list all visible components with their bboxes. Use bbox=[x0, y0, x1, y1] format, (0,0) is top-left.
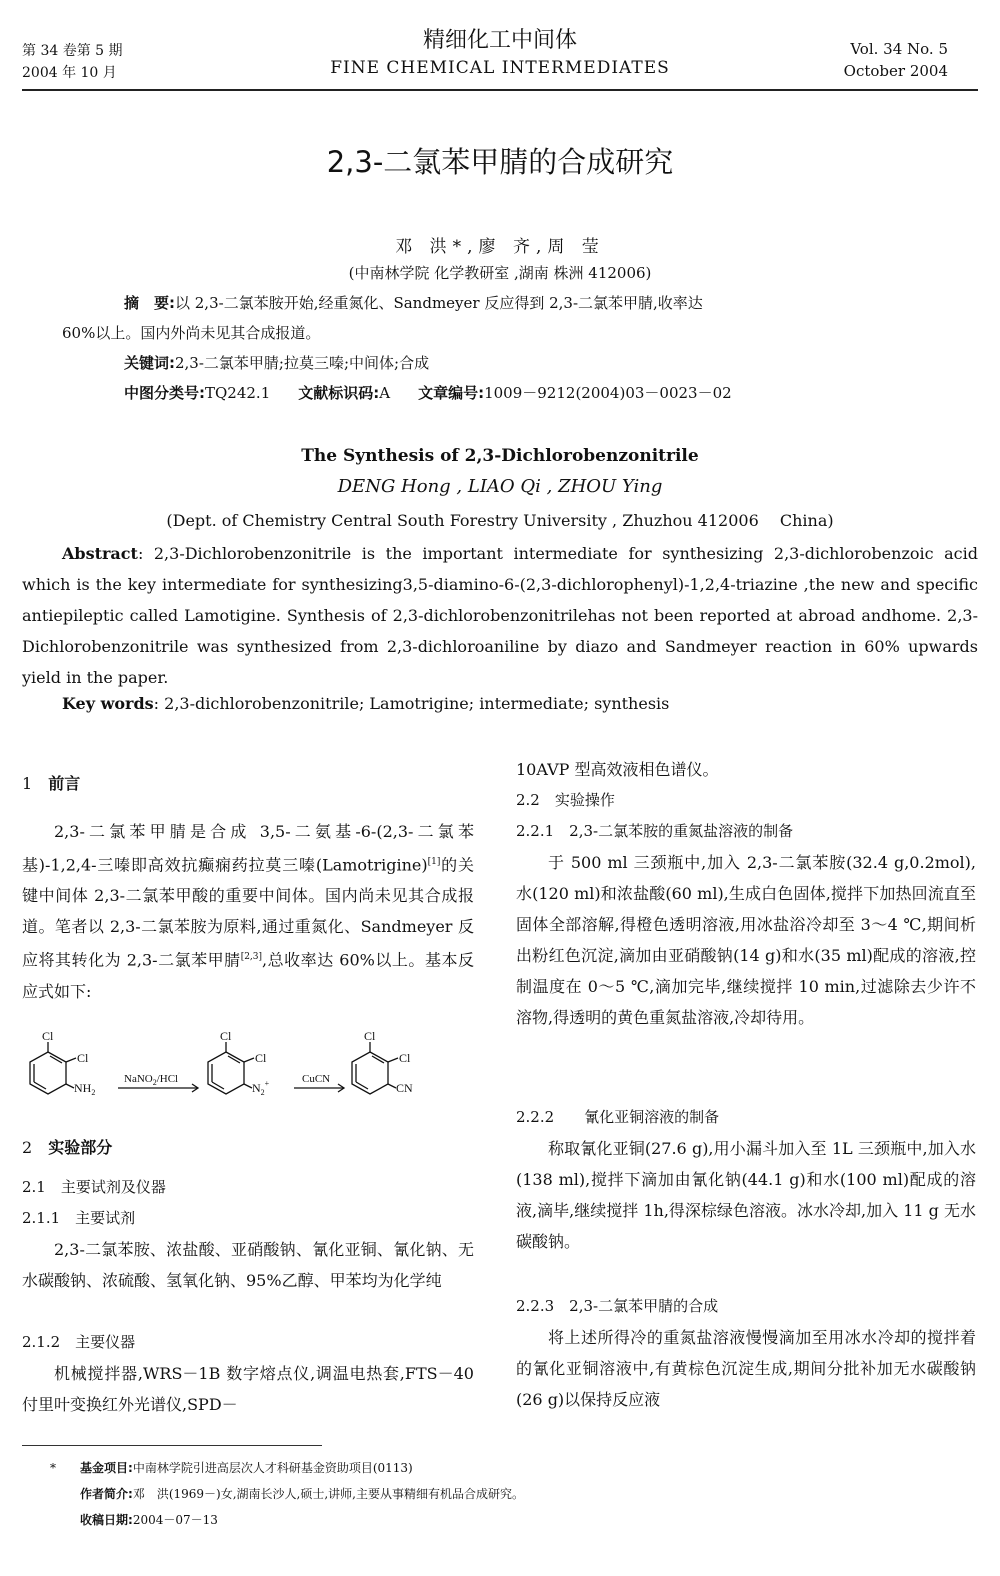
volume-issue-zh: 第 34 卷第 5 期 bbox=[22, 43, 123, 59]
received-label: 收稿日期: bbox=[80, 1513, 133, 1527]
section-2-1-1-paragraph: 2,3-二氯苯胺、浓盐酸、亚硝酸钠、氰化亚铜、氰化钠、无水碳酸钠、浓硫酸、氢氧化钠、95%乙醇、甲苯均为化学纯 bbox=[22, 1240, 474, 1290]
classification-line bbox=[124, 382, 732, 403]
footnote-received bbox=[80, 1508, 218, 1532]
ref-1: [1] bbox=[427, 857, 441, 867]
doc-label: 文献标识码: bbox=[298, 384, 380, 402]
section-2-title: 实验部分 bbox=[48, 1138, 113, 1157]
cl-label-3a: Cl bbox=[364, 1032, 376, 1043]
section-1-heading bbox=[22, 768, 474, 799]
n2-sub: 2 bbox=[260, 1088, 265, 1097]
cl-label-2a: Cl bbox=[220, 1032, 232, 1043]
n2-sup: + bbox=[264, 1079, 270, 1088]
section-2-1-2-heading: 2.1.2 主要仪器 bbox=[22, 1333, 136, 1351]
benzene-ring-2 bbox=[208, 1052, 244, 1094]
reagent-1: NaNO bbox=[124, 1073, 153, 1085]
doc-value: A bbox=[379, 384, 391, 402]
svg-text:NaNO2/HCl bbox=[124, 1073, 178, 1087]
authors-zh: 邓 洪*,廖 齐,周 莹 bbox=[395, 237, 605, 257]
abstract-en-label: Abstract bbox=[62, 544, 138, 563]
date-zh: 2004 年 10 月 bbox=[22, 65, 117, 81]
header-rule bbox=[22, 89, 978, 91]
keywords-en bbox=[62, 694, 669, 713]
section-2-1-2-paragraph: 机械搅拌器,WRS－1B 数字熔点仪,调温电热套,FTS－40 付里叶变换红外光谱仪,SPD－ bbox=[22, 1364, 474, 1414]
cl-label-1b: Cl bbox=[77, 1051, 89, 1065]
paper-title-en: The Synthesis of 2,3-Dichlorobenzonitrile bbox=[301, 446, 699, 466]
journal-name-zh: 精细化工中间体 bbox=[422, 28, 577, 53]
s1-text-a: 2,3-二氯苯甲腈是合成 3,5-二氨基-6-(2,3-二氯苯基)-1,2,4-三嗪即高效抗癫痫药拉莫三嗪(Lamotrigine) bbox=[22, 822, 474, 875]
keywords-zh bbox=[124, 352, 429, 373]
reagent-1-sub: 2 bbox=[152, 1078, 157, 1087]
authors-en: DENG Hong , LIAO Qi , ZHOU Ying bbox=[337, 476, 663, 497]
date-en: October 2004 bbox=[843, 62, 948, 80]
s1-text-c: ,总收率达 60%以上。基本反应式如下: bbox=[22, 950, 474, 1001]
keywords-en-label: Key words bbox=[62, 694, 154, 713]
ref-2-3: [2,3] bbox=[240, 952, 263, 963]
section-2-2-1-heading: 2.2.1 2,3-二氯苯胺的重氮盐溶液的制备 bbox=[516, 822, 794, 840]
section-2-2-2-paragraph: 称取氰化亚铜(27.6 g),用小漏斗加入至 1L 三颈瓶中,加入水(138 ml),搅拌下滴加由氰化钠(44.1 g)和水(100 ml)配成的溶液,滴毕,继续搅拌 1h,得深棕绿色溶液。冰水冷却,加入 11 g 无水碳酸钠。 bbox=[516, 1139, 976, 1251]
section-2-2-2-heading: 2.2.2 氰化亚铜溶液的制备 bbox=[516, 1108, 720, 1126]
footnote-fund bbox=[80, 1456, 413, 1480]
abstract-en-text: : 2,3-Dichlorobenzonitrile is the important intermediate for synthesizing 2,3-dichlorobenzoic acid which is the key intermediate for synthesizing3,5-diamino-6-(2,3-dichlorophenyl)-1,2,4-triazine ,the new and specific antiepileptic called Lamotigine. Synthesis of 2,3-dichlorobenzonitrilehas not been reported at abroad andhome. 2,3-Dichlorobenzonitrile was synthesized from 2,3-dichloroaniline by diazo and Sandmeyer reaction in 60% upwards yield in the paper. bbox=[22, 544, 978, 687]
footnote-author bbox=[80, 1482, 524, 1506]
section-2-heading bbox=[22, 1132, 474, 1163]
section-2-1-1-heading: 2.1.1 主要试剂 bbox=[22, 1209, 136, 1227]
right-col-continuation: 10AVP 型高效液相色谱仪。 bbox=[516, 760, 719, 779]
journal-name-en: FINE CHEMICAL INTERMEDIATES bbox=[330, 58, 670, 78]
affiliation-zh: (中南林学院 化学教研室 ,湖南 株洲 412006) bbox=[348, 264, 652, 282]
affiliation-en: (Dept. of Chemistry Central South Forestry University , Zhuzhou 412006 China) bbox=[166, 511, 834, 530]
benzene-ring-1 bbox=[30, 1052, 66, 1094]
keywords-zh-label: 关键词: bbox=[124, 354, 175, 372]
journal-name bbox=[300, 26, 700, 80]
section-2-2-heading: 2.2 实验操作 bbox=[516, 791, 615, 809]
section-2-2-1-paragraph: 于 500 ml 三颈瓶中,加入 2,3-二氯苯胺(32.4 g,0.2mol),水(120 ml)和浓盐酸(60 ml),生成白色固体,搅拌下加热回流直至固体全部溶解,得橙色透明溶液,用冰盐浴冷却至 3～4 ℃,期间析出粉红色沉淀,滴加由亚硝酸钠(14 g)和水(35 ml)配成的溶液,控制温度在 0～5 ℃,滴加完毕,继续搅拌 10 min,过滤除去少许不溶物,得透明的黄色重氮盐溶液,冷却待用。 bbox=[516, 853, 976, 1027]
abstract-zh-label: 摘 要: bbox=[124, 294, 175, 312]
nh2-sub: 2 bbox=[91, 1088, 96, 1097]
article-value: 1009－9212(2004)03－0023－02 bbox=[484, 384, 732, 402]
header-right bbox=[844, 38, 948, 82]
abstract-en bbox=[22, 538, 978, 693]
section-2-1-heading: 2.1 主要试剂及仪器 bbox=[22, 1178, 166, 1196]
svg-text:N2+ bbox=[252, 1079, 270, 1097]
section-2-2-3-heading: 2.2.3 2,3-二氯苯甲腈的合成 bbox=[516, 1297, 719, 1315]
keywords-zh-text: 2,3-二氯苯甲腈;拉莫三嗪;中间体;合成 bbox=[175, 354, 430, 372]
fund-text: 中南林学院引进高层次人才科研基金资助项目(0113) bbox=[132, 1461, 413, 1475]
received-date: 2004－07－13 bbox=[132, 1513, 218, 1527]
section-1-paragraph bbox=[22, 816, 474, 1007]
benzene-ring-3 bbox=[352, 1052, 388, 1094]
abstract-zh-line1: 以 2,3-二氯苯胺开始,经重氮化、Sandmeyer 反应得到 2,3-二氯苯甲腈,收率达 bbox=[175, 294, 703, 312]
section-2-number: 2 bbox=[22, 1138, 33, 1157]
cn-label: CN bbox=[396, 1081, 413, 1095]
cl-label-3b: Cl bbox=[399, 1051, 411, 1065]
reagent-2: CuCN bbox=[302, 1073, 331, 1085]
abstract-zh bbox=[62, 288, 962, 348]
author-bio-text: 邓 洪(1969－)女,湖南长沙人,硕士,讲师,主要从事精细有机品合成研究。 bbox=[132, 1487, 524, 1501]
author-bio-label: 作者简介: bbox=[80, 1487, 133, 1501]
section-1-number: 1 bbox=[22, 774, 33, 793]
reagent-1-tail: /HCl bbox=[156, 1073, 179, 1085]
n2-label: N bbox=[252, 1081, 261, 1095]
s1-text-b: 的关键中间体 2,3-二氯苯甲酸的重要中间体。国内尚未见其合成报道。笔者以 2,3-二氯苯胺为原料,通过重氮化、Sandmeyer 反应将其转化为 2,3-二氯苯甲腈 bbox=[22, 855, 474, 970]
volume-issue-en: Vol. 34 No. 5 bbox=[850, 40, 948, 58]
section-2-2-3-paragraph: 将上述所得冷的重氮盐溶液慢慢滴加至用冰水冷却的搅拌着的氰化亚铜溶液中,有黄棕色沉淀生成,期间分批补加无水碳酸钠(26 g)以保持反应液 bbox=[516, 1328, 976, 1409]
cls-label: 中图分类号: bbox=[124, 384, 205, 402]
article-label: 文章编号: bbox=[418, 384, 485, 402]
cls-value: TQ242.1 bbox=[205, 384, 271, 402]
keywords-en-text: : 2,3-dichlorobenzonitrile; Lamotrigine; intermediate; synthesis bbox=[153, 694, 670, 713]
fund-label: 基金项目: bbox=[80, 1461, 133, 1475]
nh2-label: NH bbox=[74, 1081, 92, 1095]
section-1-title: 前言 bbox=[48, 774, 81, 793]
header-left bbox=[22, 40, 123, 84]
svg-text:NH2 bbox=[74, 1081, 95, 1097]
footnote-rule bbox=[22, 1445, 322, 1446]
abstract-zh-line2: 60%以上。国内外尚未见其合成报道。 bbox=[62, 324, 321, 342]
paper-title-zh: 2,3-二氯苯甲腈的合成研究 bbox=[326, 145, 674, 179]
cl-label-2b: Cl bbox=[255, 1051, 267, 1065]
cl-label-1a: Cl bbox=[42, 1032, 54, 1043]
reaction-scheme bbox=[22, 1032, 474, 1122]
footnote-star: * bbox=[50, 1461, 56, 1475]
